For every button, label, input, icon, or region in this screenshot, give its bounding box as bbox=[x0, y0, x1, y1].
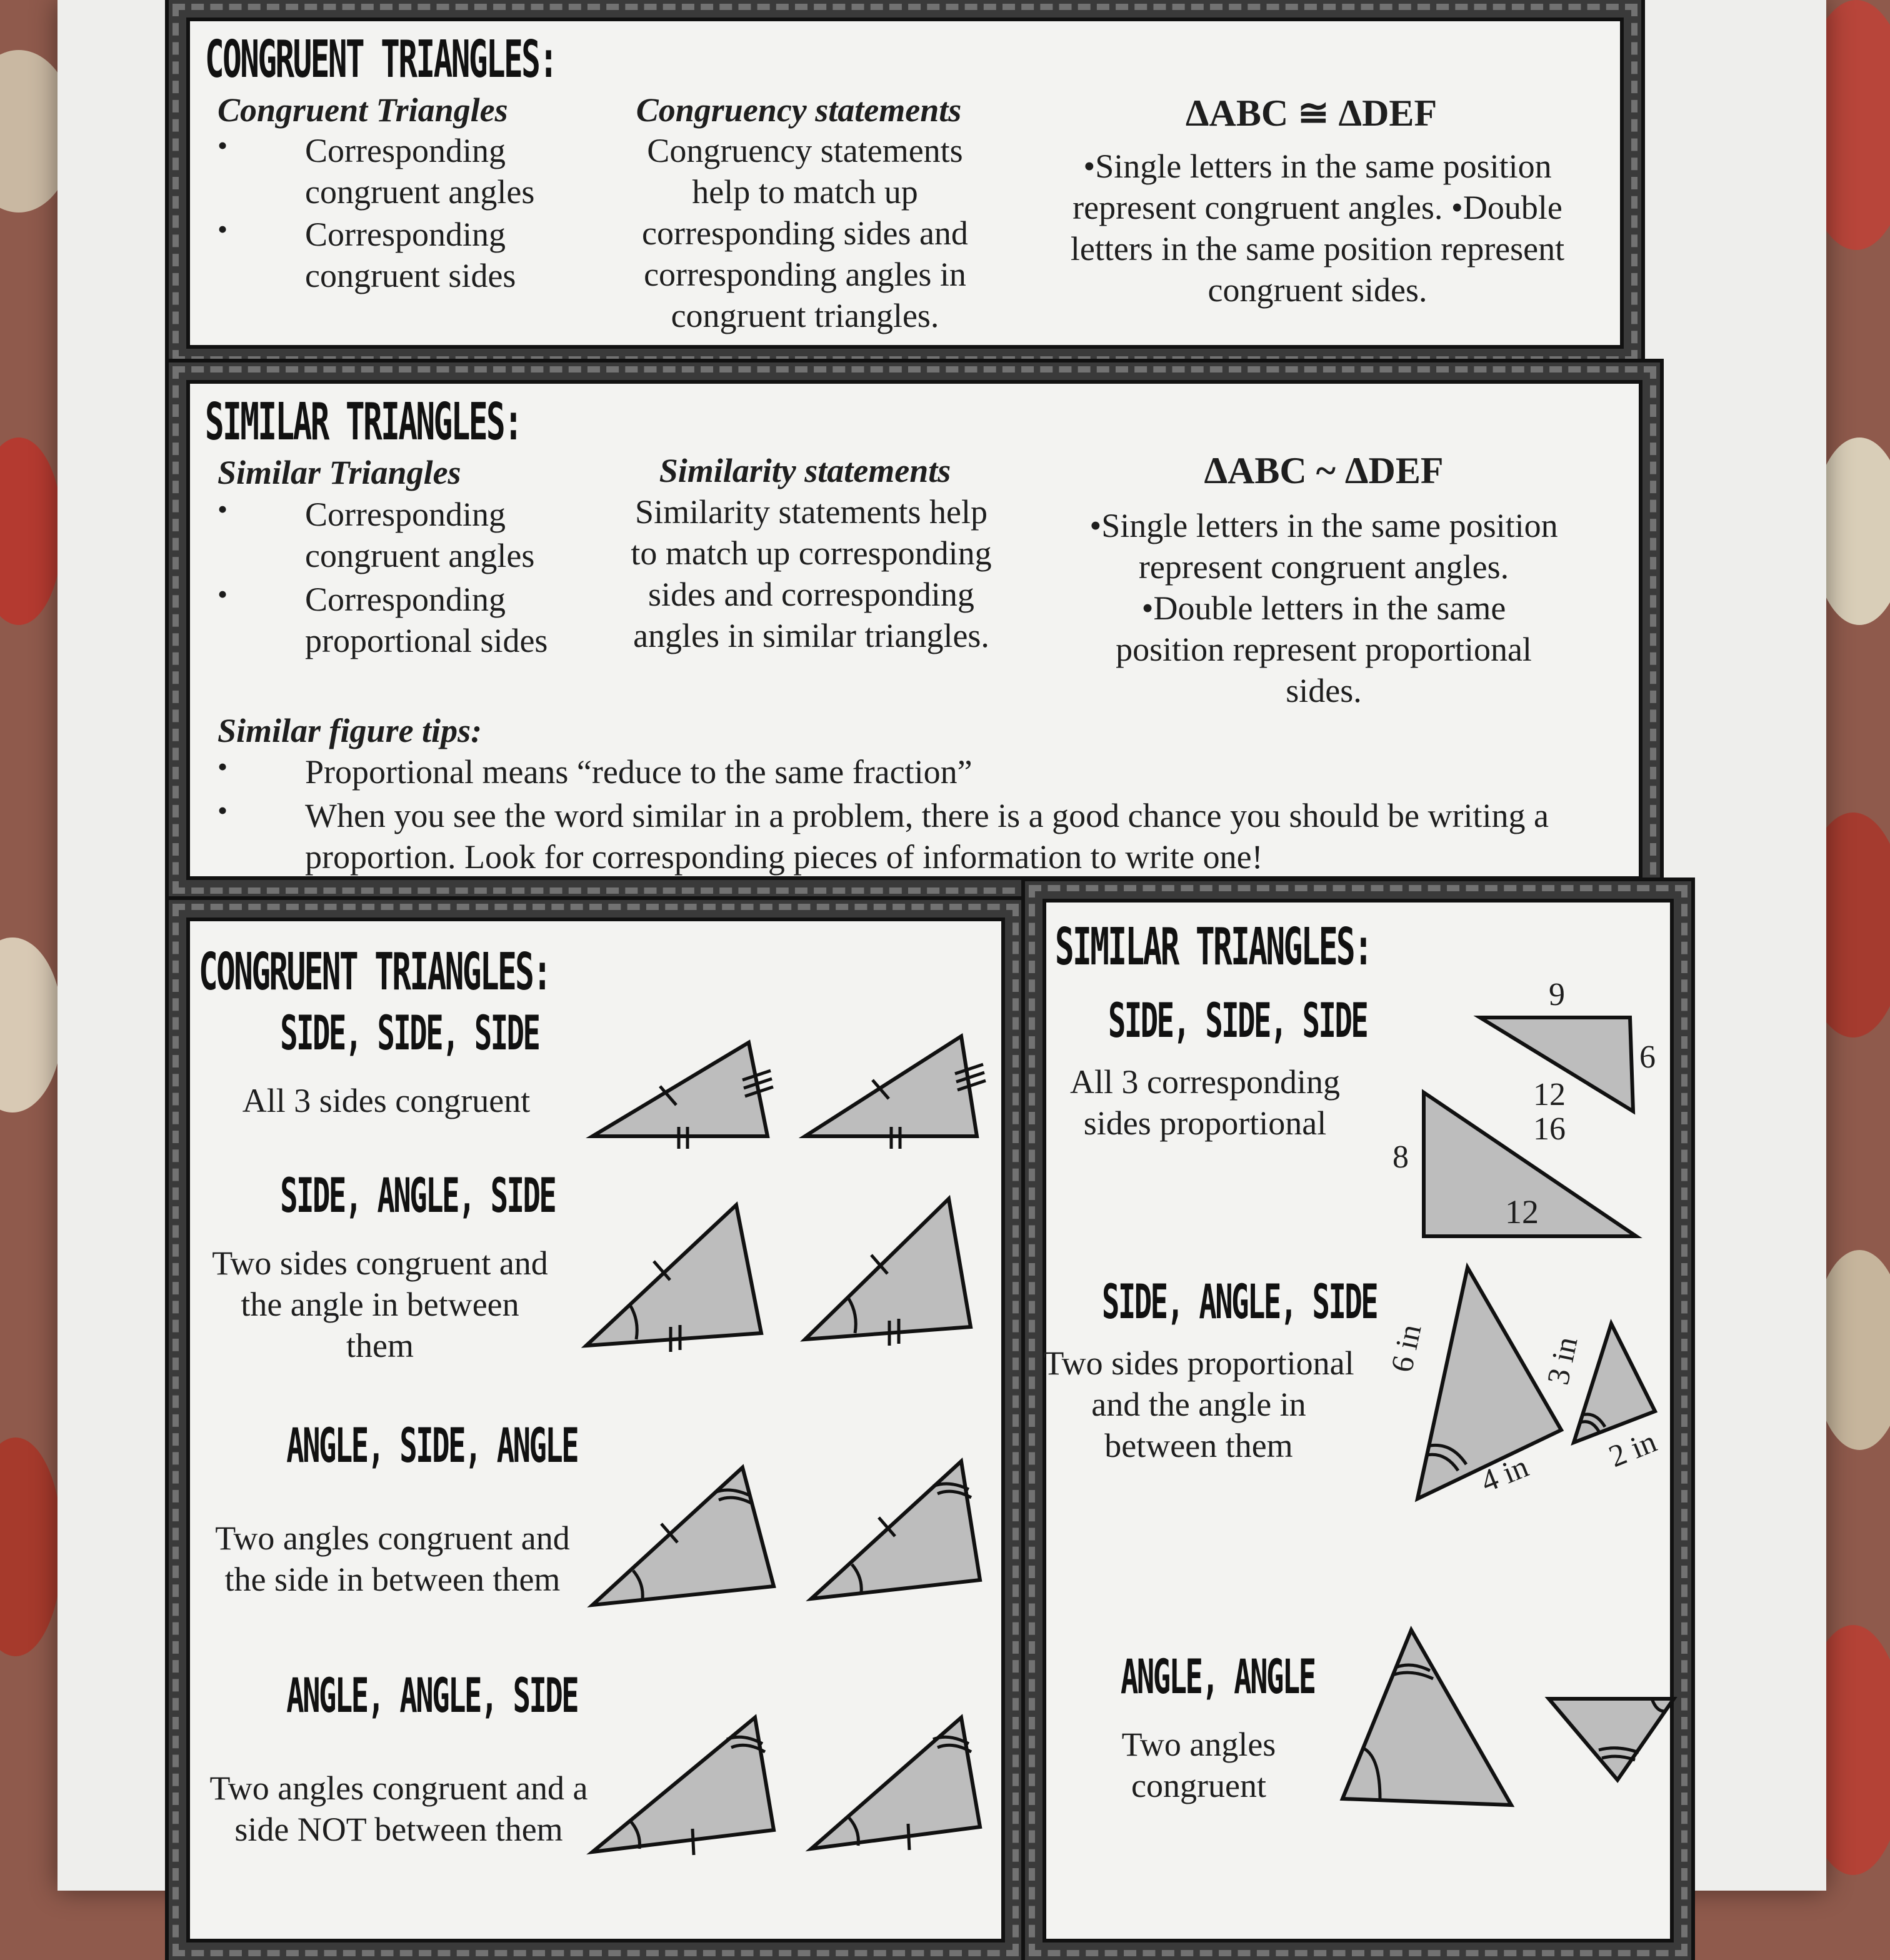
panel-heading: SIMILAR TRIANGLES: bbox=[205, 392, 522, 452]
triangle-shape bbox=[586, 1205, 761, 1346]
rule-desc: All 3 sides congruent bbox=[242, 1082, 531, 1119]
similar-rules-panel bbox=[1025, 881, 1691, 1960]
tip-item: Proportional means “reduce to the same fraction” bbox=[305, 753, 972, 791]
rule-desc: All 3 corresponding sides proportional bbox=[1070, 1063, 1340, 1142]
label-large-hyp: 16 bbox=[1533, 1111, 1566, 1147]
tip-item: When you see the word similar in a problem, there is a good chance you should be writing a proportion. Look for corresponding pieces of information to write one! bbox=[305, 797, 1549, 876]
triangle-shape bbox=[805, 1036, 977, 1136]
congruent-info-panel bbox=[169, 0, 1641, 366]
triangle-shape bbox=[592, 1042, 768, 1136]
label-large-bottom: 4 in bbox=[1476, 1448, 1533, 1499]
col1-title: Congruent Triangles bbox=[218, 91, 508, 129]
triangle-shape bbox=[592, 1468, 774, 1605]
col3-body: •Single letters in the same position represent congruent angles. •Double letters in the same position represent proportional sides. bbox=[1089, 507, 1558, 709]
asa-triangle-pair bbox=[586, 1449, 986, 1611]
bullet: • bbox=[218, 129, 228, 161]
similar-sas-triangles bbox=[1380, 1255, 1680, 1518]
rule-name: SIDE, ANGLE, SIDE bbox=[280, 1168, 556, 1223]
col2-title: Congruency statements bbox=[636, 91, 962, 129]
col2-body: Similarity statements help to match up corresponding sides and corresponding angles in similar triangles. bbox=[631, 493, 992, 654]
col1-item: Corresponding congruent angles bbox=[305, 132, 535, 211]
label-small-bottom: 2 in bbox=[1604, 1423, 1661, 1474]
sas-triangle-pair bbox=[580, 1192, 980, 1355]
col2-title: Similarity statements bbox=[659, 452, 951, 489]
col3-body: •Single letters in the same position represent congruent angles. •Double letters in the same position represent congruent sides. bbox=[1070, 148, 1565, 309]
rule-name: SIDE, ANGLE, SIDE bbox=[1102, 1274, 1378, 1329]
col2-body: Congruency statements help to match up corresponding sides and corresponding angles in congruent triangles. bbox=[642, 132, 968, 334]
label-small-top: 9 bbox=[1549, 977, 1565, 1012]
label-small-left: 3 in bbox=[1539, 1333, 1584, 1388]
bullet: • bbox=[218, 794, 228, 826]
small-triangle bbox=[1574, 1324, 1655, 1442]
label-large-left: 8 bbox=[1392, 1139, 1409, 1175]
col1-item: Corresponding proportional sides bbox=[305, 581, 548, 659]
rule-name: ANGLE, SIDE, ANGLE bbox=[286, 1418, 578, 1473]
tips-title: Similar figure tips: bbox=[218, 712, 482, 749]
bullet: • bbox=[218, 213, 228, 245]
rule-name: SIDE, SIDE, SIDE bbox=[1108, 992, 1368, 1048]
large-triangle bbox=[1342, 1630, 1511, 1805]
congruent-rules-panel bbox=[169, 900, 1022, 1960]
col1-item: Corresponding congruent angles bbox=[305, 496, 535, 574]
label-large-left: 6 in bbox=[1383, 1321, 1428, 1376]
bullet: • bbox=[218, 578, 228, 610]
aas-triangle-pair bbox=[586, 1699, 986, 1861]
rule-name: ANGLE, ANGLE bbox=[1121, 1649, 1315, 1704]
label-large-bottom: 12 bbox=[1505, 1193, 1539, 1231]
col1-item: Corresponding congruent sides bbox=[305, 216, 516, 294]
small-triangle bbox=[1549, 1699, 1674, 1780]
panel-heading: CONGRUENT TRIANGLES: bbox=[205, 30, 557, 89]
similar-sss-triangles bbox=[1380, 961, 1680, 1230]
label-small-right: 6 bbox=[1639, 1039, 1656, 1075]
bullet: • bbox=[218, 751, 228, 782]
similar-info-panel bbox=[169, 362, 1660, 898]
label-small-hyp: 12 bbox=[1533, 1077, 1566, 1112]
panel-heading: CONGRUENT TRIANGLES: bbox=[199, 942, 551, 1002]
col3-title: ΔABC ~ ΔDEF bbox=[1204, 450, 1444, 491]
panel-heading: SIMILAR TRIANGLES: bbox=[1055, 918, 1372, 977]
bullet: • bbox=[218, 493, 228, 525]
triangle-shape bbox=[811, 1461, 980, 1599]
rule-name: SIDE, SIDE, SIDE bbox=[280, 1005, 539, 1061]
rule-desc: Two sides congruent and the angle in between them bbox=[212, 1244, 548, 1364]
col1-title: Similar Triangles bbox=[218, 454, 461, 491]
rule-desc: Two angles congruent bbox=[1121, 1726, 1276, 1804]
rule-desc: Two angles congruent and a side NOT between them bbox=[209, 1769, 588, 1848]
col3-title: ΔABC ≅ ΔDEF bbox=[1185, 92, 1438, 134]
rule-name: ANGLE, ANGLE, SIDE bbox=[286, 1668, 578, 1723]
rule-desc: Two sides proportional and the angle in between them bbox=[1043, 1344, 1354, 1464]
rule-desc: Two angles congruent and the side in between them bbox=[215, 1519, 570, 1598]
sss-triangle-pair bbox=[586, 980, 986, 1142]
similar-aa-triangles bbox=[1336, 1618, 1686, 1818]
triangle-shape bbox=[805, 1199, 971, 1339]
